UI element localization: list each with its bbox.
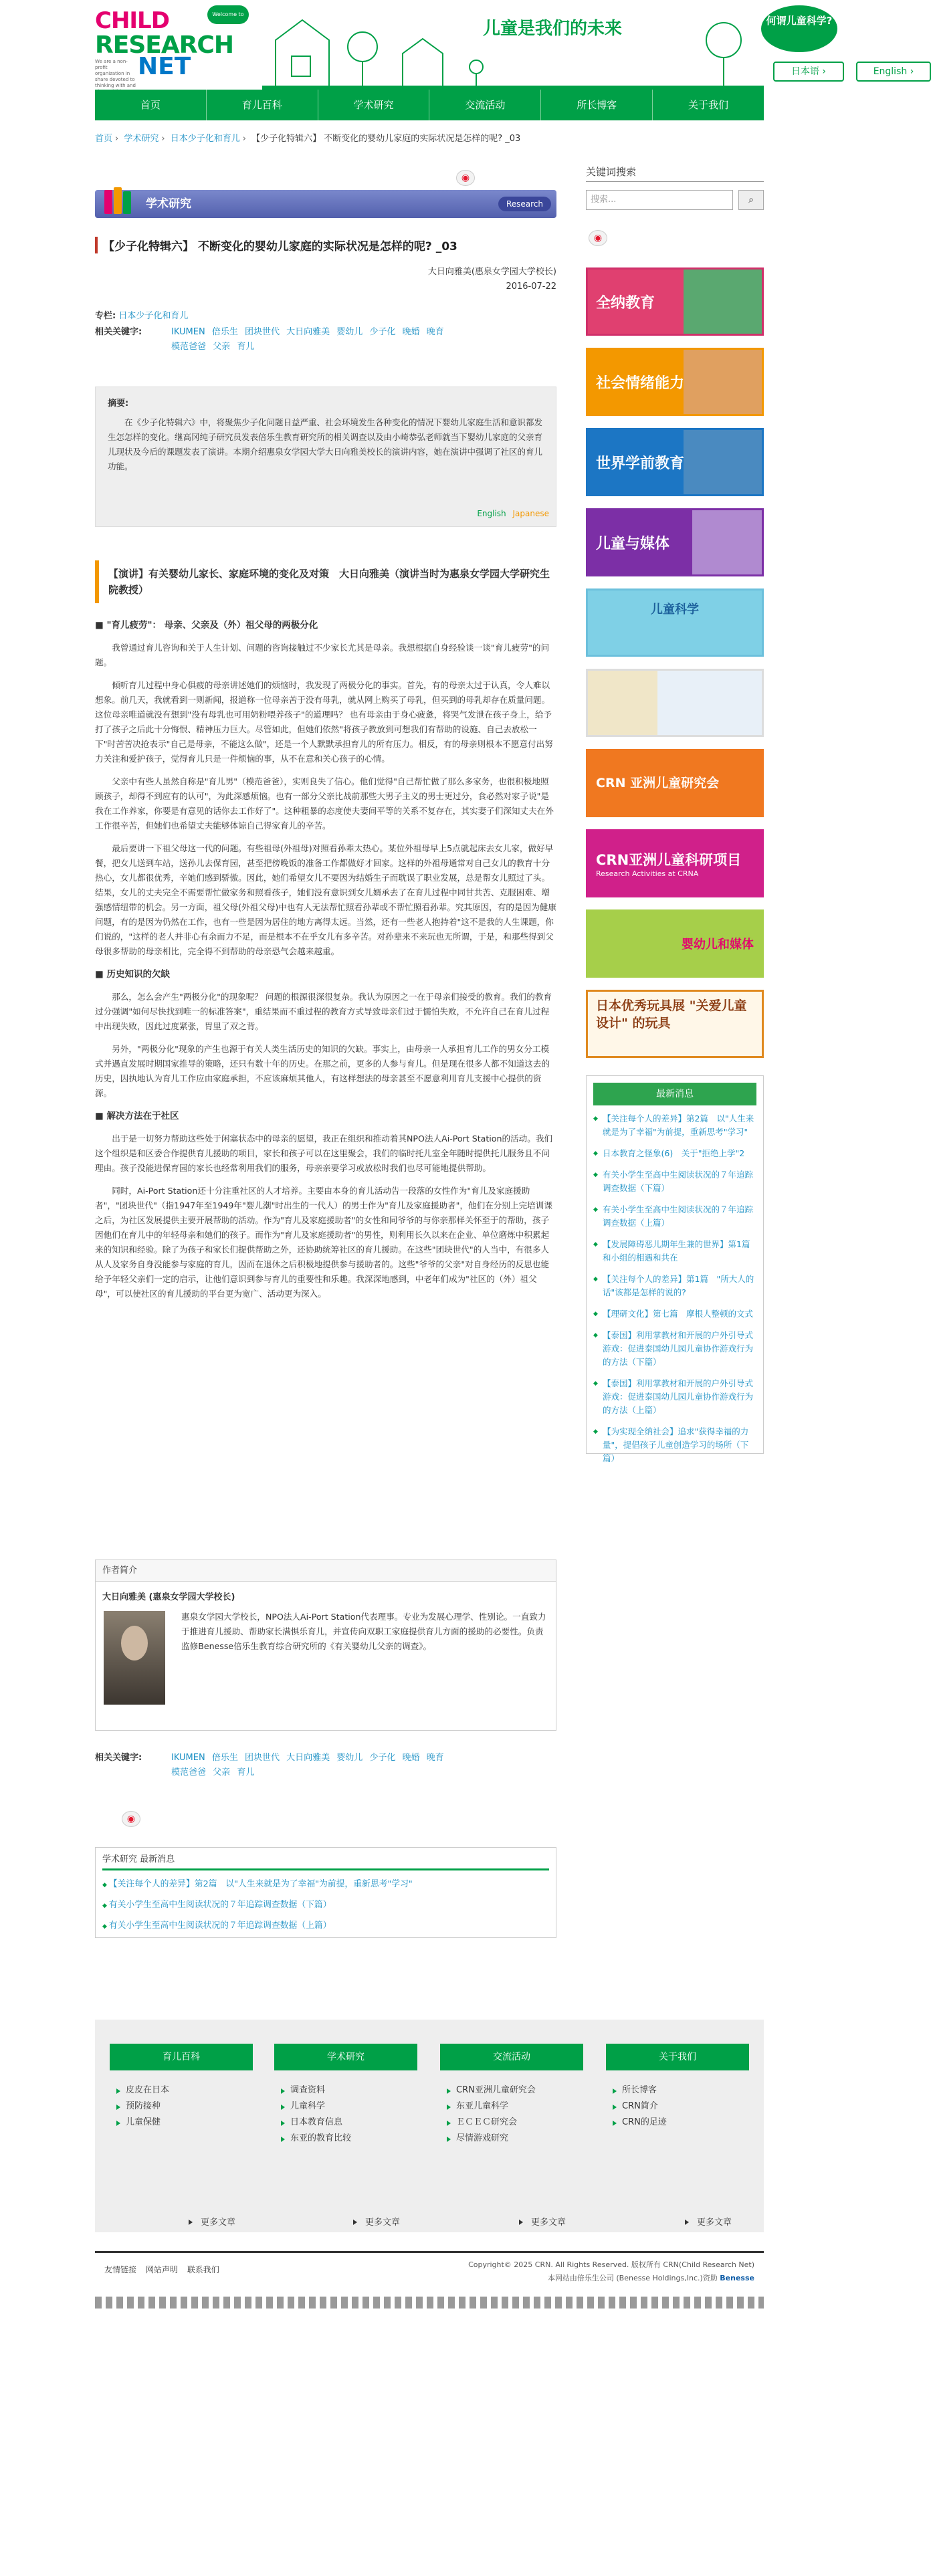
body-heading: ■ "育儿疲劳"： 母亲、父亲及（外）祖父母的两极分化 [95, 618, 556, 633]
keyword-link[interactable]: 晚婚 [402, 1753, 420, 1763]
banner-inclusive-education[interactable]: 全纳教育 [586, 267, 764, 336]
keyword-link[interactable]: 婴幼儿 [336, 327, 363, 337]
logo-net: NET [138, 53, 191, 80]
author-profile-header: 作者简介 [96, 1560, 556, 1582]
weibo-share-icon[interactable]: ◉ [122, 1811, 140, 1827]
footer-link[interactable]: 调查资料 [290, 2082, 417, 2099]
banner-infant-media[interactable]: 婴幼儿和媒体 [586, 909, 764, 978]
news-link[interactable]: ◆ 日本教育之怪象(6) 关于"拒绝上学"2 [603, 1147, 755, 1160]
news-link[interactable]: ◆ 【发展障碍恶儿期年生兼的世界】第1篇 和小组的相遇和共在 [603, 1238, 755, 1265]
keyword-link[interactable]: 育儿 [237, 342, 255, 352]
body-paragraph: 另外，"两极分化"现象的产生也源于有关人类生活历史的知识的欠缺。事实上，由母亲一人承担育儿工作的男女分工模式并遇直发展时期国家推导的策略，还只有数十年的历史。在那之前，更多的人参与育儿。但是现在很多人都不知道这去的历史，因执地认为育儿工作应由家庭承担，不应该麻烦其他人，有这样想法的母亲甚至不愿意利用育儿支援中心提供的资源。 [95, 1044, 550, 1098]
breadcrumb: 首页 › 学术研究 › 日本少子化和育儿 › 【少子化特辑六】 不断变化的婴幼儿家庭的实际状况是怎样的呢? _03 [95, 134, 521, 144]
banner-crn-asia-project[interactable]: CRN亚洲儿童科研项目 Research Activities at CRNA [586, 829, 764, 897]
section-banner-tag: Research [498, 197, 551, 211]
benesse-logo[interactable]: Benesse [720, 2274, 754, 2282]
news-link[interactable]: ◆ 【关注每个人的差异】第1篇 "所大人的话"该都是怎样的说的? [603, 1273, 755, 1299]
footer-link[interactable]: 日本教育信息 [290, 2115, 417, 2131]
footer-col-about [606, 2044, 749, 2131]
author-photo [104, 1611, 165, 1705]
article-category-row [95, 309, 192, 324]
article-title: 【少子化特辑六】 不断变化的婴幼儿家庭的实际状况是怎样的呢? _03 [95, 237, 556, 253]
footer-link[interactable]: 东亚儿童科学 [456, 2099, 583, 2115]
body-heading: ■ 解决方法在于社区 [95, 1109, 556, 1123]
footer-more-link[interactable]: 更多文章 [189, 2215, 235, 2228]
keyword-link[interactable]: 少子化 [369, 327, 396, 337]
sponsor-text: 本网站由倍乐生公司 (Benesse Holdings,Inc.)资助 [547, 2274, 718, 2282]
link-partners[interactable]: 友情链接 [104, 2265, 137, 2274]
body-paragraph: 出于是一切努力帮助这些处于闲塞状态中的母亲的愿望，我正在组织和推动着其NPO法人Ai-Port Station的活动。我们这个组织是和区委合作提供育儿援助的项目，家长和孩子可以在这里聚会，我们的临时托儿室全年随时提供托儿服务且不问理由。孩子没能进保育园的家长也经常利用我们的服务，母亲亲要学习或放松时我们也尽可能地提供帮助。 [95, 1134, 553, 1173]
related-articles-title: 学术研究 最新消息 [102, 1852, 549, 1870]
footer-link[interactable]: 预防接种 [126, 2099, 253, 2115]
keyword-link[interactable]: 大日向雅美 [286, 1753, 330, 1763]
news-link[interactable]: ◆ 【泰国】利用掌教材和开展的户外引导式游戏：促进泰国幼儿园儿童协作游戏行为的方法（上篇） [603, 1377, 755, 1417]
footer-link[interactable]: 尽情游戏研究 [456, 2131, 583, 2147]
keywords-label: 相关关键字: [95, 1753, 142, 1763]
related-article-link[interactable]: ◆ 【关注每个人的差异】第2篇 以"人生来就是为了幸福"为前提，重新思考"学习" [102, 1874, 549, 1895]
keyword-link[interactable]: 育儿 [237, 1767, 255, 1778]
lang-english-button[interactable]: English › [856, 62, 931, 82]
keyword-link[interactable]: IKUMEN [171, 327, 205, 337]
footer-link[interactable]: 所长博客 [622, 2082, 749, 2099]
body-paragraph: 那么，怎么会产生"两极分化"的现象呢？ 问题的根源很深很复杂。我认为原因之一在于母亲们接受的教育。我们的教育过分强调"如何尽快找到唯一的标准答案"，重结果而不重过程的教育方式导致母亲们过于懦怕失败，不允许自己在育儿过程中出现失败，因此过度紧张，胃里了双之背。 [95, 992, 552, 1031]
main-nav [95, 90, 764, 120]
site-logo[interactable] [95, 5, 255, 88]
decorative-fence [95, 2294, 764, 2309]
category-link[interactable]: 日本少子化和育儿 [118, 311, 189, 321]
keyword-link[interactable]: 倍乐生 [211, 327, 238, 337]
books-icon [102, 187, 139, 218]
search-input[interactable]: 搜索... [586, 190, 733, 210]
nav-item-events[interactable]: 交流活动 [429, 90, 541, 120]
footer-col-title[interactable]: 学术研究 [274, 2044, 417, 2070]
footer-utility-links [104, 2264, 226, 2275]
article-byline [428, 265, 556, 294]
keyword-link[interactable]: 团块世代 [244, 1753, 280, 1763]
keyword-link[interactable]: 婴幼儿 [336, 1753, 363, 1763]
breadcrumb-category[interactable]: 日本少子化和育儿 [170, 134, 240, 144]
banner-toy-awards[interactable]: 日本优秀玩具展 "关爱儿童设计" 的玩具 [586, 990, 764, 1058]
author-profile-text: 惠泉女学园大学校长，NPO法人Ai-Port Station代表理事。专业为发展心理学、性别论。一直致力于推进育儿援助、帮助家长满惧乐育儿，并宣传向双职工家庭提供育儿方面的援助的必要性。负责监修Benesse倍乐生教育综合研究所的《有关婴幼儿父亲的调查》。 [181, 1612, 546, 1651]
nav-item-home[interactable]: 首页 [95, 90, 207, 120]
footer-col-title[interactable]: 育儿百科 [110, 2044, 253, 2070]
what-is-child-science-bubble[interactable]: 何谓儿童科学? [761, 5, 837, 52]
abstract-language-links [477, 506, 549, 521]
body-heading: ■ 历史知识的欠缺 [95, 967, 556, 982]
keyword-link[interactable]: 父亲 [213, 342, 231, 352]
nav-item-research[interactable]: 学术研究 [318, 90, 430, 120]
keywords-row-top [95, 325, 556, 354]
abstract-title: 摘要: [108, 399, 129, 409]
copyright-text: Copyright© 2025 CRN. All Rights Reserved. 版权所有 CRN(Child Research Net) [468, 2260, 754, 2269]
footer-more-link[interactable]: 更多文章 [519, 2215, 566, 2228]
sidebar [586, 165, 764, 1463]
keyword-link[interactable]: 晚育 [426, 1753, 444, 1763]
banner-director-blog[interactable] [586, 669, 764, 737]
keywords-label: 相关关键字: [95, 327, 142, 337]
logo-child: CHILD [95, 7, 169, 34]
footer-link[interactable]: 皮皮在日本 [126, 2082, 253, 2099]
footer-col-title[interactable]: 关于我们 [606, 2044, 749, 2070]
keyword-link[interactable]: 团块世代 [244, 327, 280, 337]
keyword-link[interactable]: 倍乐生 [211, 1753, 238, 1763]
related-article-link[interactable]: ◆ 有关小学生至高中生阅读状况的７年追踪调查数据（下篇） [102, 1895, 549, 1916]
footer-bottom-bar [95, 2251, 764, 2288]
footer-col-parenting [110, 2044, 253, 2131]
banner-social-emotional[interactable]: 社会情绪能力 [586, 348, 764, 416]
lang-link-english[interactable]: English [477, 509, 506, 518]
banner-child-science[interactable]: 儿童科学 [586, 588, 764, 657]
keyword-link[interactable]: 模范爸爸 [171, 1767, 207, 1778]
nav-item-blog[interactable]: 所长博客 [541, 90, 653, 120]
banner-crn-asia-research[interactable]: CRN 亚洲儿童研究会 [586, 749, 764, 817]
keyword-link[interactable]: IKUMEN [171, 1753, 205, 1763]
lecture-title: 【演讲】有关婴幼儿家长、家庭环境的变化及对策 大日向雅美（演讲当时为惠泉女学园大学研究生院教授） [95, 560, 556, 603]
news-link[interactable]: ◆ 【为实现全纳社会】追求"获得幸福的力量"，提倡孩子儿童创造学习的场所（下篇） [603, 1425, 755, 1465]
link-contact[interactable]: 联系我们 [187, 2265, 219, 2274]
category-label: 专栏: [95, 311, 116, 321]
keyword-link[interactable]: 大日向雅美 [286, 327, 330, 337]
footer-col-title[interactable]: 交流活动 [440, 2044, 583, 2070]
news-link[interactable]: ◆ 【理研文化】第七篇 摩根人整顿的文式 [603, 1307, 755, 1321]
weibo-share-icon[interactable]: ◉ [456, 170, 475, 186]
breadcrumb-current: 【少子化特辑六】 不断变化的婴幼儿家庭的实际状况是怎样的呢? _03 [251, 134, 521, 144]
keyword-link[interactable]: 模范爸爸 [171, 342, 207, 352]
lang-japanese-button[interactable]: 日本语 › [773, 62, 844, 82]
header-slogan: 儿童是我们的未来 [483, 19, 623, 39]
footer-col-events [440, 2044, 583, 2147]
footer-col-research [274, 2044, 417, 2147]
news-link[interactable]: ◆ 有关小学生至高中生阅读状况的７年追踪调查数据（上篇） [603, 1203, 755, 1230]
keywords-row-bottom [95, 1751, 556, 1780]
latest-news-box [586, 1075, 764, 1463]
footer-link[interactable]: 儿童科学 [290, 2099, 417, 2115]
footer-link[interactable]: ＥＣＥＣ研究会 [456, 2115, 583, 2131]
footer-link[interactable]: 东亚的教育比较 [290, 2131, 417, 2147]
banner-world-preschool[interactable]: 世界学前教育 [586, 428, 764, 496]
keyword-link[interactable]: 少子化 [369, 1753, 396, 1763]
footer-link[interactable]: CRN亚洲儿童研究会 [456, 2082, 583, 2099]
section-banner-title: 学术研究 [146, 197, 191, 211]
news-link[interactable]: ◆ 有关小学生至高中生阅读状况的７年追踪调查数据（下篇） [603, 1168, 755, 1195]
related-article-link[interactable]: ◆ 有关小学生至高中生阅读状况的７年追踪调查数据（上篇） [102, 1916, 549, 1937]
search-title: 关键词搜索 [586, 165, 764, 182]
logo-research: RESEARCH [95, 31, 233, 59]
footer-link[interactable]: CRN的足迹 [622, 2115, 749, 2131]
footer-link[interactable]: 儿童保健 [126, 2115, 253, 2131]
body-paragraph: 同时，Ai-Port Station还十分注重社区的人才培养。主要由本身的育儿活动告一段落的女性作为"育儿及家庭援助者"，"团块世代"（指1947年至1949年"婴儿潮"时出生的一代人）的男士作为"育儿及家庭援助者"，他们在分别上完培训课之后，为社区发展提供主要开展帮助的活动。作为"育儿及家庭援助者"的女性和同爷爷的与你亲那样关怀至于的帮助，孩子因他们在育儿中的年轻母亲和她们的孩子。而作为"育儿及家庭援助者"的男性，则利用长久以来在企业、单位磨炼中积累起来的知识和经验。除了为孩子和家长们提供帮助之外，还协助统筹社区的育儿援助。在这些"团块世代"的人当中，有很多人从人及家务自身没能参与家庭的育儿，因而在退休之后积极地提供参与援助者的。这些"爷爷的父亲"对自身经历的反思也能给予年轻父亲们一定的启示，让他们意识到参与育儿的重要性和乐趣。我深深地感到，中老年们成为"社区的（外）祖父母"，可以使社区的育儿援助的平台更为宽广、活动更为深入。 [95, 1186, 552, 1299]
footer-more-link[interactable]: 更多文章 [685, 2215, 732, 2228]
lang-link-japanese[interactable]: Japanese [512, 509, 549, 518]
breadcrumb-home[interactable]: 首页 [95, 134, 113, 144]
site-footer [95, 2020, 764, 2232]
logo-tagline: We are a non-profit organization in share devoted to thinking with and [95, 59, 136, 88]
body-paragraph: 父亲中有些人虽然自称是"育儿男"（模范爸爸），实则良失了信心。他们觉得"自己帮忙做了那么多家务，也很积极地照顾孩子，却得不到应有的认可"，为此深感烦恼。也有一部分父亲比战前那些大男子主义的男士更过分，食必然对家子说"是我在工作养家，你要是有意见的话你去工作好了"。这种粗暴的态度使夫妻间平等的关系不复存在，其实妻子们深知丈夫在外工作很辛苦，但她们也希望丈夫能够体谅自己得家育儿的辛苦。 [95, 776, 554, 831]
header-illustration [262, 0, 914, 90]
news-link[interactable]: ◆ 【关注每个人的差异】第2篇 以"人生来就是为了幸福"为前提，重新思考"学习" [603, 1112, 755, 1139]
abstract-text: 在《少子化特辑六》中，将聚焦少子化问题日益严重、社会环境发生各种变化的情况下婴幼儿家庭生活和意识都发生怎怎样的变化。继高冈纯子研究员发表倍乐生教育研究所的相关调查以及由小崎恭弘老师就当下婴幼儿家庭的父亲育儿现状及今后的课题发表了演讲。本期介绍惠泉女学园大学大日向雅美校长的演讲内容，她在演讲中强调了社区的育儿功能。 [108, 417, 543, 471]
breadcrumb-research[interactable]: 学术研究 [124, 134, 159, 144]
body-paragraph: 倾听育儿过程中身心俱疲的母亲讲述她们的烦恼时，我发现了两极分化的事实。首先，有的母亲太过于认真，令人难以想象。前几天，我就看到一则新闻，报道称一位母亲苦于没有母乳，就从网上购买了母乳，但买到的母乳却存在质量问题。这位母亲唯道就没有想到"没有母乳也可用奶粉喂养孩子"的道理吗？ 也有母亲由于身心疲惫，将哭气发泄在孩子身上，给予打了孩子之后此十分悔恨、精神压力巨大。尽管如此，但她们依然"将孩子教放到可想我们有帮助的设施、自己去放松一下"时苦苦决抢表示"自己是母亲，不能这么做"，还是一个人默默承担育儿的所有压力。相反，有的母亲则根本不愿意付出努力关注和爱护孩子，觉得育儿只是一件烦恼的事，从不在意和关心孩子的心情。 [95, 680, 553, 764]
header-scene-graphic [262, 0, 764, 90]
keyword-link[interactable]: 父亲 [213, 1767, 231, 1778]
keyword-link[interactable]: 晚育 [426, 327, 444, 337]
search-icon: ⌕ [748, 195, 754, 205]
article-body [95, 613, 556, 1309]
nav-item-parenting[interactable]: 育儿百科 [207, 90, 318, 120]
body-paragraph: 我曾通过育儿咨询和关于人生计划、问题的咨询接触过不少家长尤其是母亲。我想根据自身经验谈一谈"育儿疲劳"的问题。 [95, 643, 550, 667]
search-button[interactable] [738, 190, 764, 210]
footer-more-link[interactable]: 更多文章 [353, 2215, 400, 2228]
latest-news-title: 最新消息 [593, 1083, 756, 1105]
keyword-link[interactable]: 晚婚 [402, 327, 420, 337]
related-articles-box [95, 1847, 556, 1938]
article-date: 2016-07-22 [506, 282, 556, 292]
banner-children-media[interactable]: 儿童与媒体 [586, 508, 764, 576]
site-header [95, 0, 914, 90]
author-profile-name: 大日向雅美 (惠泉女学园大学校长) [102, 1592, 235, 1602]
logo-welcome-badge: Welcome to [207, 5, 249, 24]
author-profile [95, 1560, 556, 1731]
link-disclaimer[interactable]: 网站声明 [145, 2265, 178, 2274]
section-banner [95, 190, 556, 218]
news-link[interactable]: ◆ 【泰国】利用掌教材和开展的户外引导式游戏：促进泰国幼儿园儿童协作游戏行为的方法（下篇） [603, 1329, 755, 1369]
footer-link[interactable]: CRN简介 [622, 2099, 749, 2115]
article-author: 大日向雅美(惠泉女学园大学校长) [427, 267, 556, 277]
weibo-share-icon[interactable]: ◉ [589, 230, 607, 246]
body-paragraph: 最后要讲一下祖父母这一代的问题。有些祖母(外祖母)对照看孙辈太热心。某位外祖母早上5点就起床去女儿家，做好早餐，把女儿送到车站，送孙儿去保育园，甚至把傍晚饭的准备工作都做好才回家。这样的外祖母通常对自己女儿的教育十分热心，女儿都很优秀，辛她们感到骄傲。因此，她们希望女儿不要因为结婚生子而耽误了职业发展，总是帮女儿照过了头。结果，女儿的丈夫完全不需要帮忙做家务和照看孩子，她们没有意识到女儿婿承去了在育儿过程中同甘共苦、克服困难、增强感情纽带的机会。另一方面，祖父母(外祖父母)中也有人无法帮忙照看孙辈或不帮忙照看孙辈。究其原因，有的是因为健康问题，有的是因为仍然在工作，也有一些是因为居住的地方离得太远。当然，还有一些老人抱持着"这不是我的人生课题，你们说的，"这样的老人并非心有余而力不足，而是根本不在乎女儿有多辛苦。对孙辈来不来玩也无所谓，于是，和那些得到父母很多帮助的母亲相比，完全得不到帮助的母亲恐气会越来越重。 [95, 843, 556, 956]
nav-item-about[interactable]: 关于我们 [688, 99, 729, 111]
abstract-box [95, 387, 556, 527]
footer-copyright-block [468, 2258, 754, 2285]
